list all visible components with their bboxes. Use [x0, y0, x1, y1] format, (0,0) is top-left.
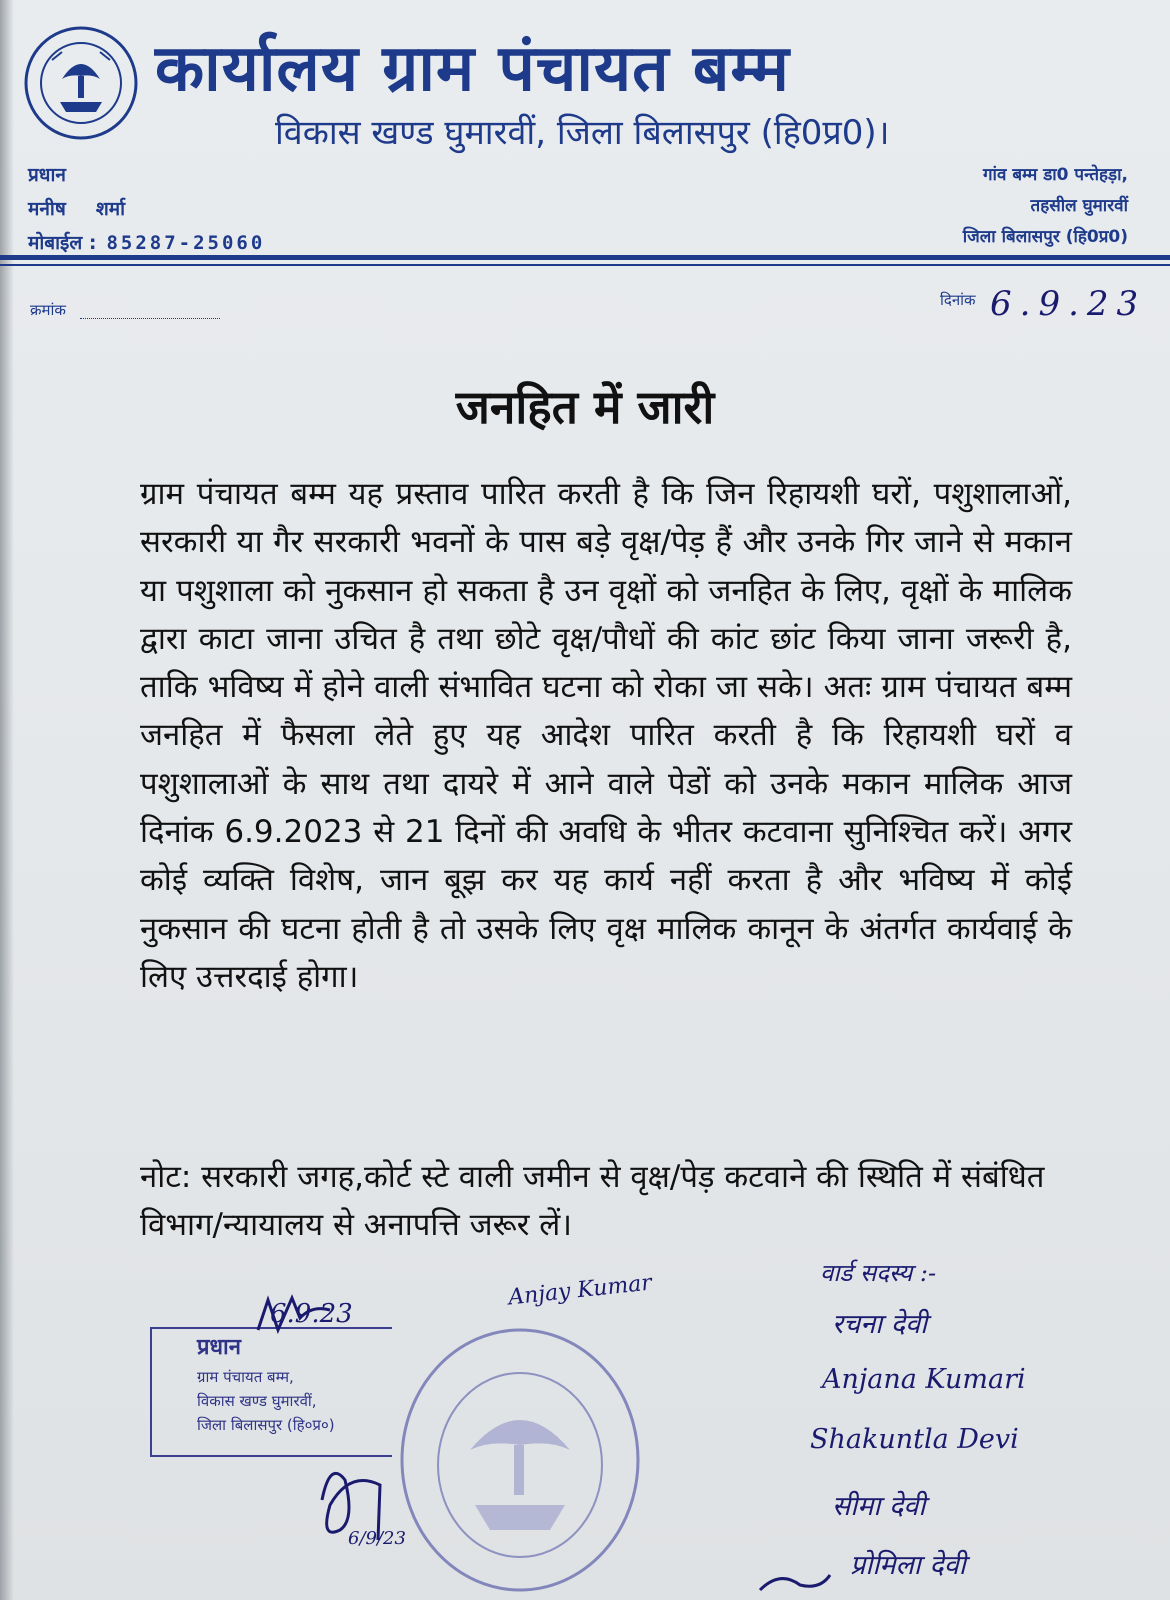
page-shadow — [0, 0, 14, 1600]
header-divider — [0, 255, 1170, 260]
notice-body: ग्राम पंचायत बम्म यह प्रस्ताव पारित करती है कि जिन रिहायशी घरों, पशुशालाओं, सरकारी या गैर सरकारी भवनों के पास बड़े वृक्ष/पेड़ हैं और उनके गिर जाने से मकान या पशुशाला को नुकसान हो सकता है उन वृक्षों को जनहित के लिए, वृक्षों के मालिक द्वारा काटा जाना उचित है तथा छोटे वृक्ष/पौधों की कांट छांट किया जाना जरूरी है, ताकि भविष्य में होने वाली संभावित घटना को रोका जा सके। अतः ग्राम पंचायत बम्म जनहित में फैसला लेते हुए यह आदेश पारित करती है कि रिहायशी घरों व पशुशालाओं के साथ तथा दायरे में आने वाले पेडों को उनके मकान मालिक आज दिनांक 6.9.2023 से 21 दिनों की अवधि के भीतर कटवाना सुनिश्चित करें। अगर कोई व्यक्ति विशेष, जान बूझ कर यह कार्य नहीं करता है और भविष्य में कोई नुकसान की घटना होती है तो उसके लिए वृक्ष मालिक कानून के अंतर्गत कार्यवाई के लिए उत्तरदाई होगा। — [140, 476, 1072, 995]
stamp-line: ग्राम पंचायत बम्म, — [197, 1368, 294, 1386]
pradhan-stamp — [150, 1299, 392, 1457]
pradhan-last-name: शर्मा — [95, 198, 126, 220]
member-signature: सीमा देवी — [832, 1491, 926, 1522]
address-line: तहसील घुमारवीं — [1030, 196, 1128, 216]
office-title: कार्यालय ग्राम पंचायत बम्म — [155, 32, 790, 106]
date-value: 6.9.23 — [990, 284, 1147, 324]
mobile-number: 85287-25060 — [106, 232, 266, 254]
member-signature: Shakuntla Devi — [810, 1424, 1019, 1455]
ward-members-title: वार्ड सदस्य :- — [820, 1259, 937, 1287]
member-signature: रचना देवी — [832, 1309, 928, 1340]
date-label: दिनांक — [940, 291, 976, 309]
address-line: जिला बिलासपुर (हि0प्र0) — [962, 227, 1128, 247]
office-subtitle: विकास खण्ड घुमारवीं, जिला बिलासपुर (हि0प्र0)। — [275, 113, 890, 153]
pradhan-name — [28, 192, 265, 226]
panchayat-logo — [22, 24, 140, 142]
pradhan-label: प्रधान — [28, 164, 66, 186]
office-address — [963, 160, 1128, 253]
member-signature: Anjana Kumari — [822, 1364, 1026, 1395]
pradhan-contact — [28, 158, 265, 260]
stamp-date: 6.9.23 — [270, 1299, 353, 1329]
serial-blank — [80, 318, 220, 319]
header-divider-thin — [0, 264, 1170, 266]
pradhan-first-name: मनीष — [28, 198, 66, 220]
stamp-line: विकास खण्ड घुमारवीं, — [197, 1392, 317, 1410]
serial-label: क्रमांक — [30, 301, 66, 319]
signature-date: 6/9/23 — [348, 1528, 406, 1549]
address-line: गांव बम्म डा0 पन्तेहड़ा, — [982, 165, 1128, 185]
notice-heading: जनहित में जारी — [455, 380, 715, 434]
stamp-line: जिला बिलासपुर (हि०प्र०) — [197, 1416, 335, 1434]
mobile-label: मोबाईल : — [28, 232, 97, 254]
notice-note: नोट: सरकारी जगह,कोर्ट स्टे वाली जमीन से वृक्ष/पेड़ कटवाने की स्थिति में संबंधित विभाग/न्यायालय से अनापत्ति जरूर लें। — [140, 1159, 1045, 1243]
member-signature: Anjay Kumar — [507, 1270, 653, 1311]
stamp-title: प्रधान — [197, 1335, 241, 1360]
member-signature: प्रोमिला देवी — [850, 1550, 966, 1581]
round-seal — [380, 1300, 650, 1600]
